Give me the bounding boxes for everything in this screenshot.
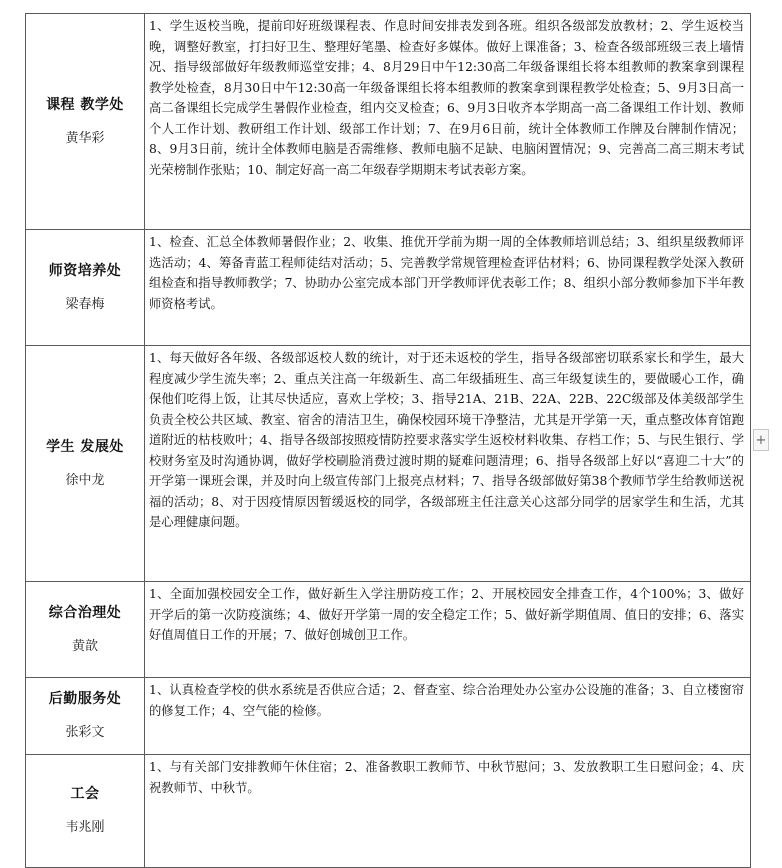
department-cell <box>26 14 145 230</box>
table-row <box>26 346 751 582</box>
task-description: 1、认真检查学校的供水系统是否供应合适；2、督查室、综合治理处办公室办公设施的准备；3、自立楼窗帘的修复工作；4、空气能的检修。 <box>149 683 744 718</box>
responsible-person: 韦兆刚 <box>65 820 105 835</box>
task-cell <box>145 582 751 678</box>
department-name: 课程 教学处 <box>46 96 124 113</box>
task-cell <box>145 346 751 582</box>
department-name: 学生 发展处 <box>46 438 124 455</box>
table-row <box>26 230 751 346</box>
task-cell <box>145 230 751 346</box>
department-name: 工会 <box>70 786 100 802</box>
responsible-person: 张彩文 <box>65 725 105 740</box>
department-cell <box>26 755 145 868</box>
table-row <box>26 678 751 755</box>
table-row <box>26 14 751 230</box>
task-cell <box>145 678 751 755</box>
department-name: 后勤服务处 <box>48 691 122 707</box>
task-description: 1、与有关部门安排教师午休住宿；2、准备教职工教师节、中秋节慰问；3、发放教职工生日慰问金；4、庆祝教师节、中秋节。 <box>149 760 744 795</box>
task-description: 1、检查、汇总全体教师暑假作业；2、收集、推优开学前为期一周的全体教师培训总结；3、组织星级教师评选活动；4、筹备青蓝工程师徒结对活动；5、完善教学常规管理检查评估材料；6、协同课程教学处深入教研组检查和指导教师教学；7、协助办公室完成本部门开学教师评优表彰工作；8、组织小部分教师参加下半年教师资格考试。 <box>149 235 744 311</box>
task-description: 1、学生返校当晚，提前印好班级课程表、作息时间安排表发到各班。组织各级部发放教材；2、学生返校当晚，调整好教室，打扫好卫生、整理好笔墨、检查好多媒体。做好上课准备；3、检查各级部班级三表上墙情况、指导级部做好年级教师巡堂安排；4、8月29日中午12:30高二年级备课组长将本组教师的教案拿到课程教学处检查，8月30日中午12:30高一年级备课组长将本组教师的教案拿到课程教学处检查；5、9月3日高一高二备课组长完成学生暑假作业检查，组内交叉检查；6、9月3日收齐本学期高一高二备课组工作计划、教师个人工作计划、教研组工作计划、级部工作计划；7、在9月6日前，统计全体教师工作牌及台牌制作情况；8、9月3日前，统计全体教师电脑是否需维修、教师电脑不足缺、电脑闲置情况；9、完善高二高三期末考试光荣榜制作张贴；10、制定好高一高二年级春学期期末考试表彰方案。 <box>149 19 744 177</box>
department-cell <box>26 678 145 755</box>
department-cell <box>26 346 145 582</box>
table-row <box>26 582 751 678</box>
department-name: 师资培养处 <box>48 262 122 279</box>
department-cell <box>26 230 145 346</box>
work-plan-table <box>25 13 751 868</box>
expand-plus-icon[interactable]: + <box>753 429 769 451</box>
responsible-person: 梁春梅 <box>65 296 105 312</box>
task-cell <box>145 755 751 868</box>
responsible-person: 黄华彩 <box>65 130 105 146</box>
task-cell <box>145 14 751 230</box>
department-cell <box>26 582 145 678</box>
table-row <box>26 755 751 868</box>
task-description: 1、每天做好各年级、各级部返校人数的统计，对于还未返校的学生，指导各级部密切联系家长和学生，最大程度减少学生流失率；2、重点关注高一年级新生、高二年级插班生、高三年级复读生的，要做暖心工作，确保他们吃得上饭，让其尽快适应，喜欢上学校；3、指导21A、21B、22A、22B、22C级部及体美级部学生负责全校公共区域、教室、宿舍的清洁卫生，确保校园环境干净整洁，尤其是开学第一天，重点整改体育馆跑道附近的枯枝败叶；4、指导各级部按照疫情防控要求落实学生返校材料收集、存档工作；5、与民生银行、学校财务室及时沟通协调，做好学校刷脸消费过渡时期的疑难问题清理；6、指导各级部上好以“喜迎二十大”的开学第一课班会课，并及时向上级宣传部门上报亮点材料；7、指导各级部做好第38个教师节学生给教师送祝福的活动；8、对于因疫情原因暂缓返校的同学，各级部班主任注意关心这部分同学的居家学生和生活，尤其是心理健康问题。 <box>149 351 744 529</box>
department-name: 综合治理处 <box>48 604 122 621</box>
responsible-person: 黄歆 <box>71 638 98 654</box>
task-description: 1、全面加强校园安全工作，做好新生入学注册防疫工作；2、开展校园安全排查工作，4个100%；3、做好开学后的第一次防疫演练；4、做好开学第一周的安全稳定工作；5、做好新学期值周、值日的安排；6、落实好值周值日工作的开展；7、做好创城创卫工作。 <box>149 587 744 642</box>
responsible-person: 徐中龙 <box>65 472 105 488</box>
